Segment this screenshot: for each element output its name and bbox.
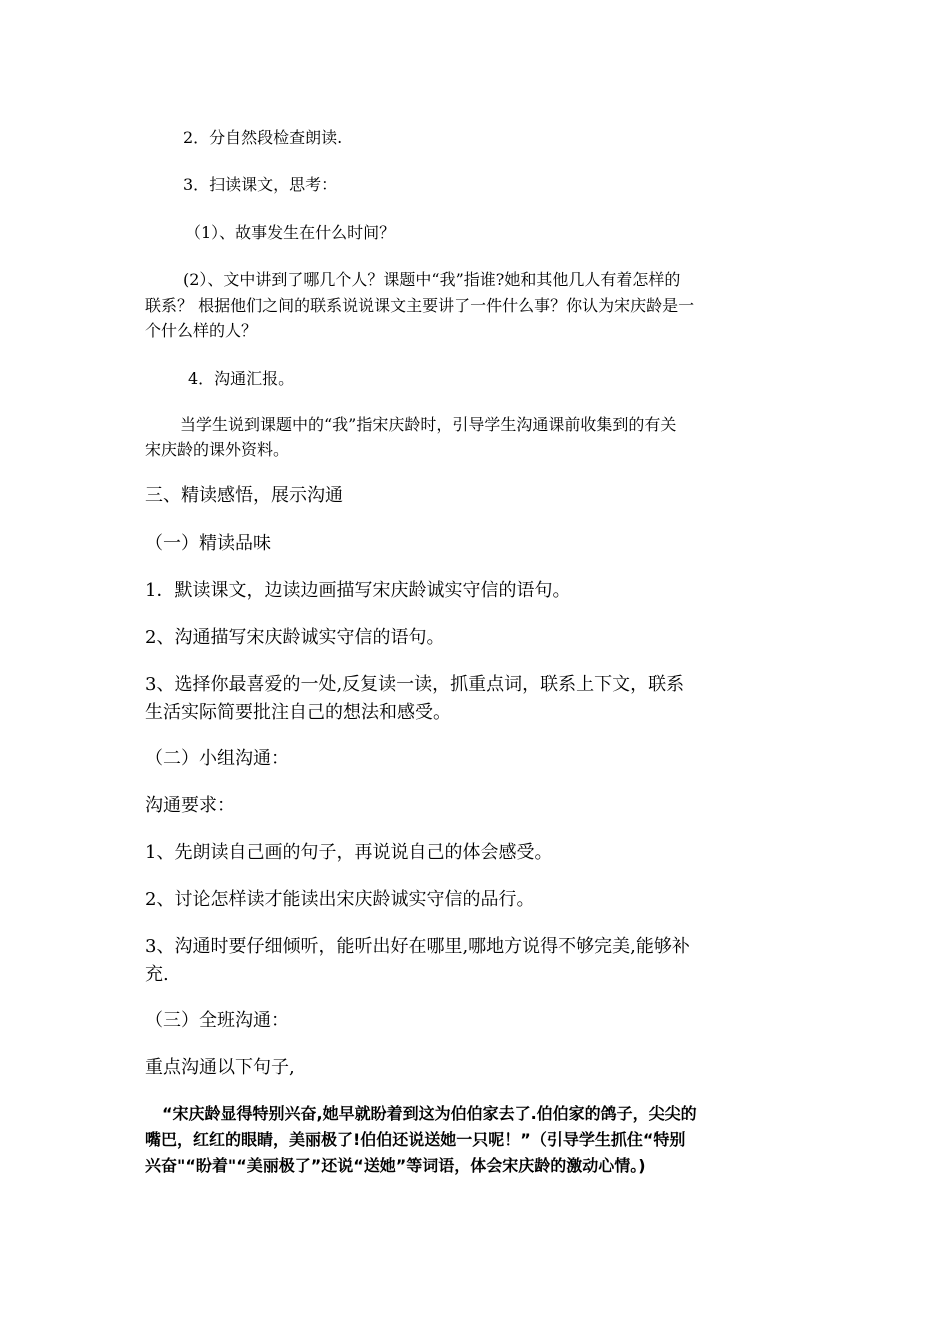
question-2-line-2: 联系？ 根据他们之间的联系说说课文主要讲了一件什么事？你认为宋庆龄是一 [145, 296, 695, 315]
step-2-text: 2．分自然段检查朗读. [183, 128, 343, 147]
key-sentences-intro: 重点沟通以下句子, [145, 1057, 295, 1078]
item-1-text: 1．默读课文，边读边画描写宋庆龄诚实守信的语句。 [145, 580, 571, 601]
quote-line-1: “宋庆龄显得特别兴奋,她早就盼着到这为伯伯家去了.伯伯家的鸽子，尖尖的 [162, 1104, 697, 1123]
section-3-heading: 三、精读感悟，展示沟通 [145, 485, 343, 506]
subsection-2-heading: （二）小组沟通： [145, 748, 289, 769]
subsection-3-heading: （三）全班沟通： [145, 1010, 289, 1031]
question-1-text: （1）、故事发生在什么时间？ [185, 223, 396, 242]
question-2-line-3: 个什么样的人？ [145, 321, 258, 340]
step-4-text: 4．沟通汇报。 [188, 369, 295, 388]
question-2-line-1: (2）、文中讲到了哪几个人？课题中“我”指谁?她和其他几人有着怎样的 [183, 270, 681, 289]
requirement-3-line-1: 3、沟通时要仔细倾听，能听出好在哪里,哪地方说得不够完美,能够补 [145, 936, 690, 957]
item-3-line-1: 3、选择你最喜爱的一处,反复读一读，抓重点词，联系上下文，联系 [145, 674, 685, 695]
step-3-text: 3．扫读课文，思考： [183, 175, 338, 194]
quote-line-2: 嘴巴，红红的眼睛，美丽极了!伯伯还说送她一只呢！”（引导学生抓住“特别 [145, 1130, 686, 1149]
requirement-3-line-2: 充. [145, 964, 169, 985]
requirement-2-text: 2、讨论怎样读才能读出宋庆龄诚实守信的品行。 [145, 889, 535, 910]
item-2-text: 2、沟通描写宋庆龄诚实守信的语句。 [145, 627, 445, 648]
item-3-line-2: 生活实际简要批注自己的想法和感受。 [145, 702, 451, 723]
requirements-label: 沟通要求： [145, 795, 235, 816]
requirement-1-text: 1、先朗读自己画的句子，再说说自己的体会感受。 [145, 842, 553, 863]
quote-line-3: 兴奋"“盼着"“美丽极了”还说“送她”等词语，体会宋庆龄的激动心情。) [145, 1156, 646, 1175]
subsection-1-heading: （一）精读品味 [145, 533, 271, 554]
report-paragraph-line-2: 宋庆龄的课外资料。 [145, 440, 290, 459]
report-paragraph-line-1: 当学生说到课题中的“我”指宋庆龄时，引导学生沟通课前收集到的有关 [180, 415, 677, 434]
